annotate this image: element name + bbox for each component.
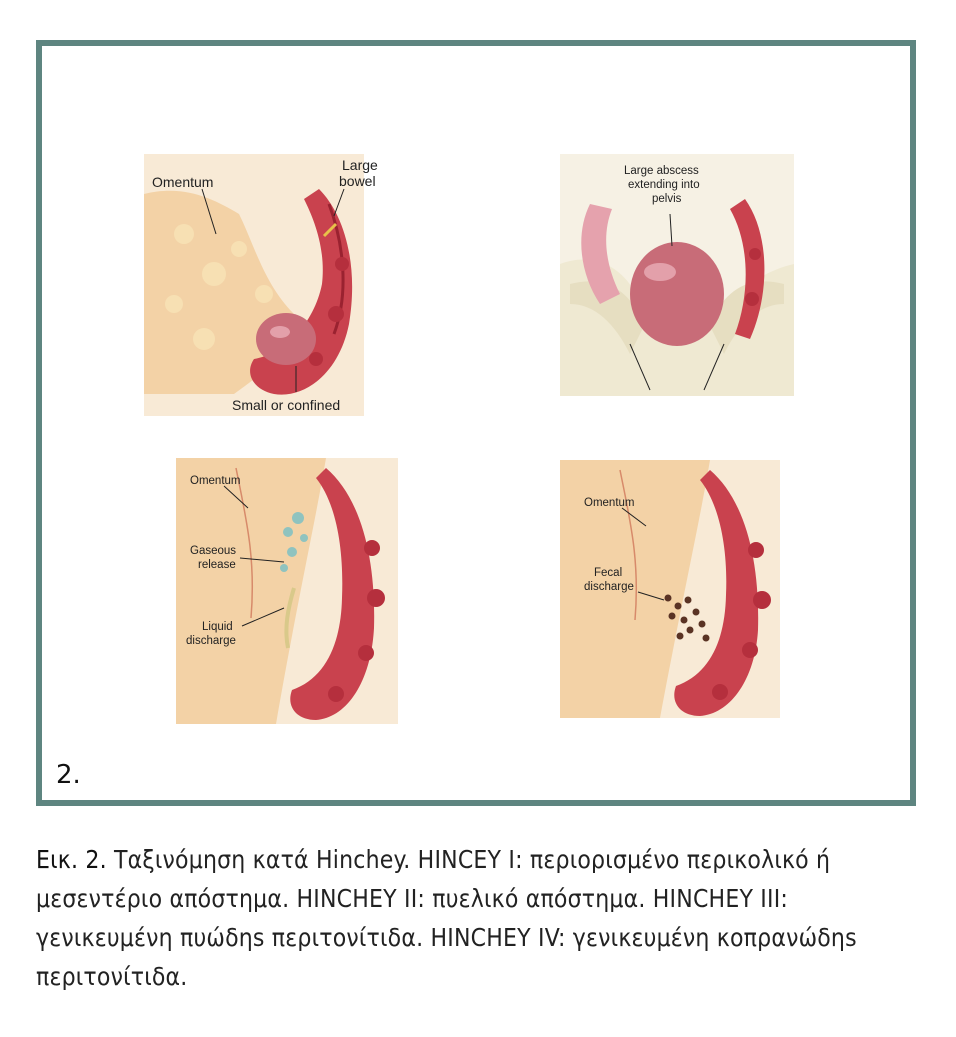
label-discharge: discharge bbox=[584, 581, 634, 593]
figure-frame bbox=[36, 40, 916, 806]
caption-text: Ταξινόμηση κατά Hinchey. HINCEY I: περιορισμένο περικολικό ή μεσεντέριο απόστημα. HINCHEY II: πυελικό απόστημα. HINCHEY III: γενικευμένη πυώδηs περιτονίτιδα. HINCHEY IV: γενικευμένη κοπρανώδηs περιτονίτιδα. bbox=[36, 845, 857, 991]
label-liquid: Liquid bbox=[202, 621, 233, 633]
label-gaseous: Gaseous bbox=[190, 545, 237, 557]
illustration-hinchey-ii bbox=[560, 154, 794, 396]
label-small-or-confined: Small or confined bbox=[232, 397, 341, 413]
illustration-hinchey-i bbox=[144, 154, 378, 416]
illustration-hinchey-iii bbox=[176, 458, 398, 724]
caption-lead: Εικ. 2. bbox=[36, 845, 107, 874]
label-omentum: Omentum bbox=[584, 497, 635, 509]
label-large: Large bbox=[342, 157, 378, 173]
label-extending-into: extending into bbox=[628, 179, 700, 191]
label-release: release bbox=[198, 559, 236, 571]
label-fecal: Fecal bbox=[594, 567, 623, 579]
illustration-hinchey-iv bbox=[560, 460, 780, 718]
label-discharge: discharge bbox=[186, 635, 236, 647]
label-pelvis: pelvis bbox=[652, 193, 682, 205]
label-omentum: Omentum bbox=[190, 475, 241, 487]
label-omentum: Omentum bbox=[152, 174, 214, 190]
label-bowel: bowel bbox=[339, 173, 376, 189]
label-large-abscess: Large abscess bbox=[624, 165, 699, 177]
figure-number: 2. bbox=[56, 760, 81, 790]
figure-caption bbox=[36, 840, 916, 996]
